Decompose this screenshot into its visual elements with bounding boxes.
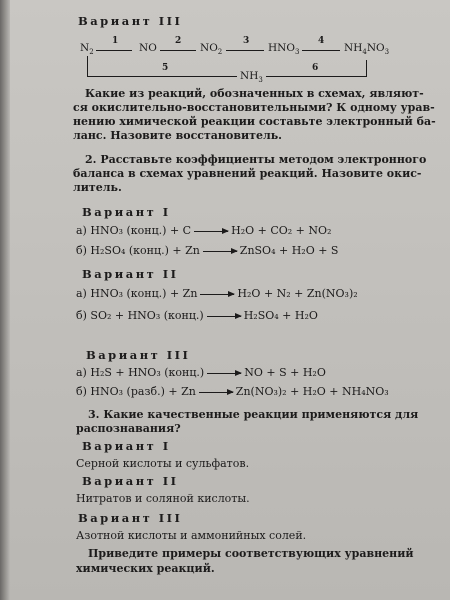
q3-variant-2-heading: Вариант II	[82, 474, 179, 488]
q3-line-1: 3. Какие качественные реакции применяются для	[88, 408, 419, 421]
variant-heading: Вариант III	[78, 14, 183, 28]
eq-v3b: б) HNO₃ (разб.) + Zn Zn(NO₃)₂ + H₂O + NH₄NO₃	[76, 385, 389, 398]
scheme-nh3: $NH_3$	[240, 70, 263, 85]
variant-1-heading: Вариант I	[82, 205, 171, 219]
arrow-5-label: 5	[162, 63, 169, 73]
scheme-no2: $NO_2$	[200, 42, 223, 57]
eq-v2a: а) HNO₃ (конц.) + Zn H₂O + N₂ + Zn(NO₃)₂	[76, 287, 358, 300]
eq-arrow	[207, 373, 241, 374]
q3-line-2: распознавания?	[76, 422, 181, 435]
eq-v1b: б) H₂SO₄ (конц.) + Zn ZnSO₄ + H₂O + S	[76, 244, 339, 257]
eq-v2b: б) SO₂ + HNO₃ (конц.) H₂SO₄ + H₂O	[76, 309, 318, 322]
final-line-1: Приведите примеры соответствующих уравнений	[88, 547, 414, 560]
arrow-4-label: 4	[318, 36, 325, 46]
arrow-5	[87, 76, 237, 77]
eq-v3a: а) H₂S + HNO₃ (конц.) NO + S + H₂O	[76, 366, 326, 379]
q2-line-1: 2. Расставьте коэффициенты методом электронного	[85, 153, 427, 166]
q1-line-1: Какие из реакций, обозначенных в схемах, являют-	[85, 87, 424, 100]
scheme-nh4no3: $NH_4NO_3$	[344, 42, 390, 57]
arrow-2-label: 2	[175, 36, 182, 46]
q3-variant-3-heading: Вариант III	[78, 511, 183, 525]
final-line-2: химических реакций.	[76, 562, 215, 575]
arrow-6-label: 6	[312, 63, 319, 73]
variant-2-heading: Вариант II	[82, 267, 179, 281]
scheme-no: NO	[139, 42, 157, 54]
eq-arrow	[199, 392, 233, 393]
scheme-hno3: $HNO_3$	[268, 42, 300, 57]
arrow-6-vertical	[366, 60, 367, 77]
arrow-4	[302, 50, 340, 51]
eq-arrow	[203, 251, 237, 252]
scheme-n2: $N_2$	[80, 42, 94, 57]
eq-v1a: а) HNO₃ (конц.) + C H₂O + CO₂ + NO₂	[76, 224, 332, 237]
eq-arrow	[207, 316, 241, 317]
q3-variant-2-text: Нитратов и соляной кислоты.	[76, 492, 250, 505]
arrow-2	[160, 50, 196, 51]
variant-3-heading: Вариант III	[86, 348, 191, 362]
arrow-6	[266, 76, 366, 77]
arrow-3	[226, 50, 264, 51]
q1-line-2: ся окислительно-восстановительными? К одному урав-	[73, 101, 435, 114]
q2-line-2: баланса в схемах уравнений реакций. Назовите окис-	[73, 167, 422, 180]
arrow-1	[96, 50, 132, 51]
q3-variant-1-heading: Вариант I	[82, 439, 171, 453]
q2-line-3: литель.	[73, 181, 122, 194]
eq-arrow	[194, 231, 228, 232]
arrow-5-vertical	[87, 56, 88, 76]
page-edge-shadow	[0, 0, 10, 600]
q3-variant-3-text: Азотной кислоты и аммонийных солей.	[76, 529, 307, 542]
q3-variant-1-text: Серной кислоты и сульфатов.	[76, 457, 250, 470]
arrow-3-label: 3	[243, 36, 250, 46]
q1-line-4: ланс. Назовите восстановитель.	[73, 129, 282, 142]
arrow-1-label: 1	[112, 36, 119, 46]
eq-arrow	[200, 294, 234, 295]
q1-line-3: нению химической реакции составьте электронный ба-	[73, 115, 436, 128]
